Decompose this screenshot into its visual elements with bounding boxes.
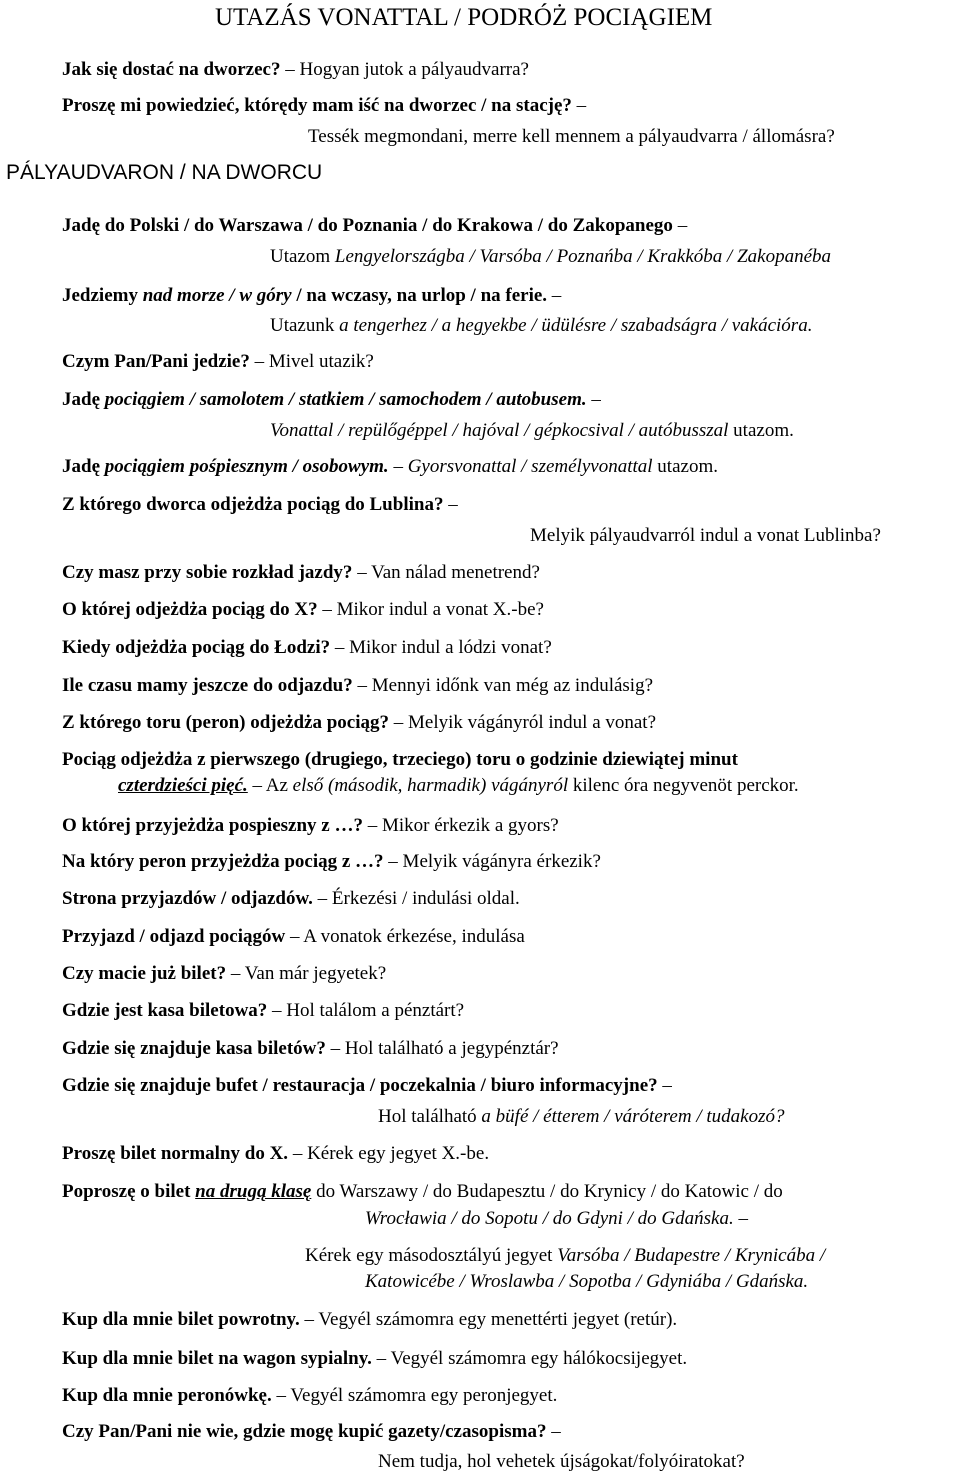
polish-phrase: Czy Pan/Pani nie wie, gdzie mogę kupić gazety/czasopisma? (62, 1421, 547, 1442)
polish-phrase: Kiedy odjeżdża pociąg do Łodzi? (62, 637, 331, 658)
hungarian-phrase: Vegyél számomra egy peronjegyet. (290, 1385, 558, 1406)
hungarian-phrase: Nem tudja, hol vehetek újságokat/folyóiratokat? (378, 1451, 745, 1472)
dash: – (252, 775, 263, 796)
dash: – (393, 456, 403, 477)
page-title: UTAZÁS VONATTAL / PODRÓŻ POCIĄGIEM (215, 4, 713, 31)
polish-phrase-italic: nad morze / w góry (142, 285, 292, 306)
hungarian-phrase: Hogyan jutok a pályaudvarra? (299, 59, 529, 80)
dash: – (393, 712, 404, 733)
polish-phrase: Jadę (62, 389, 100, 410)
polish-phrase: do Warszawy / do Budapesztu / do Krynicy / do Katowic / do (316, 1181, 783, 1202)
dash: – (304, 1309, 314, 1330)
phrase-line (62, 1420, 561, 1444)
dash: – (276, 1385, 286, 1406)
polish-phrase: / na wczasy, na urlop / na ferie. (296, 285, 548, 306)
dash: – (289, 926, 300, 947)
hungarian-phrase-italic: Lengyelországba / Varsóba / Poznańba / Krakkóba / Zakopanéba (334, 246, 832, 267)
phrase-line (305, 1244, 825, 1268)
phrase-line (62, 1308, 677, 1332)
hungarian-phrase: Vegyél számomra egy hálókocsijegyet. (390, 1348, 688, 1369)
polish-phrase: Kup dla mnie bilet powrotny. (62, 1309, 300, 1330)
phrase-line (62, 1384, 557, 1408)
dash: – (317, 888, 328, 909)
phrase-line (62, 214, 687, 238)
hungarian-phrase: Tessék megmondani, merre kell mennem a pályaudvarra / állomásra? (308, 126, 835, 147)
phrase-line (62, 388, 601, 412)
hungarian-phrase-italic: Katowicébe / Wroslawba / Sopotba / Gdyniába / Gdańska. (365, 1271, 809, 1292)
hungarian-phrase: Van nálad menetrend? (371, 562, 540, 583)
hungarian-phrase: Hol találom a pénztárt? (286, 1000, 465, 1021)
hungarian-phrase: Kérek egy másodosztályú jegyet (305, 1245, 553, 1266)
hungarian-phrase-italic: Gyorsvonattal / személyvonattal (407, 456, 653, 477)
dash: – (551, 1421, 561, 1442)
dash: – (330, 1038, 341, 1059)
hungarian-phrase-italic: Vonattal / repülőgéppel / hajóval / gépkocsival / autóbusszal (270, 420, 729, 441)
polish-phrase: Przyjazd / odjazd pociągów (62, 926, 286, 947)
dash: – (738, 1208, 748, 1229)
polish-phrase: O której odjeżdża pociąg do X? (62, 599, 318, 620)
polish-phrase: Na który peron przyjeżdża pociąg z …? (62, 851, 384, 872)
phrase-line (62, 1180, 783, 1204)
dash: – (292, 1143, 303, 1164)
dash: – (322, 599, 332, 620)
hungarian-phrase-italic: első (második, harmadik) vágányról (292, 775, 569, 796)
phrase-line (270, 245, 831, 269)
polish-phrase: O której przyjeżdża pospieszny z …? (62, 815, 363, 836)
polish-phrase: Poproszę o bilet (62, 1181, 191, 1202)
hungarian-phrase: utazom. (733, 420, 794, 441)
polish-phrase: Kup dla mnie bilet na wagon sypialny. (62, 1348, 372, 1369)
phrase-line (270, 314, 812, 338)
phrase-line (62, 561, 540, 585)
polish-phrase: Czy macie już bilet? (62, 963, 227, 984)
dash: – (576, 95, 587, 116)
polish-phrase: Strona przyjazdów / odjazdów. (62, 888, 313, 909)
dash: – (376, 1348, 387, 1369)
phrase-line (62, 748, 738, 772)
polish-phrase-italic: pociągiem / samolotem / statkiem / samochodem / autobusem. (104, 389, 587, 410)
dash: – (388, 851, 398, 872)
hungarian-phrase: Az (265, 775, 288, 796)
polish-phrase: Proszę bilet normalny do X. (62, 1143, 289, 1164)
polish-phrase: Kup dla mnie peronówkę. (62, 1385, 272, 1406)
phrase-line (62, 887, 520, 911)
polish-phrase-italic: Wrocławia / do Sopotu / do Gdyni / do Gdańska. (365, 1208, 734, 1229)
phrase-line (62, 284, 561, 308)
polish-phrase: Proszę mi powiedzieć, którędy mam iść na dworzec / na stację? (62, 95, 572, 116)
polish-phrase: Gdzie jest kasa biletowa? (62, 1000, 268, 1021)
polish-phrase: Czym Pan/Pani jedzie? (62, 351, 250, 372)
hungarian-phrase: A vonatok érkezése, indulása (303, 926, 525, 947)
hungarian-phrase-italic: a tengerhez / a hegyekbe / üdülésre / szabadságra / vakációra. (339, 315, 813, 336)
phrase-line (62, 1347, 687, 1371)
polish-phrase: Z którego toru (peron) odjeżdża pociąg? (62, 712, 390, 733)
dash: – (357, 562, 367, 583)
phrase-line (378, 1105, 784, 1129)
polish-phrase-italic: na drugą klasę (195, 1181, 312, 1202)
dash: – (285, 59, 295, 80)
polish-phrase: Pociąg odjeżdża z pierwszego (drugiego, trzeciego) toru o godzinie dziewiątej minut (62, 749, 738, 770)
dash: – (448, 494, 458, 515)
dash: – (230, 963, 241, 984)
polish-phrase-italic: czterdzieści pięć. (118, 775, 248, 796)
polish-phrase: Jadę do Polski / do Warszawa / do Poznania / do Krakowa / do Zakopanego (62, 215, 673, 236)
dash: – (662, 1075, 672, 1096)
hungarian-phrase: Kérek egy jegyet X.-be. (307, 1143, 490, 1164)
phrase-line (270, 419, 794, 443)
hungarian-phrase: Melyik pályaudvarról indul a vonat Lublinba? (530, 525, 881, 546)
dash: – (367, 815, 378, 836)
phrase-line (62, 814, 559, 838)
phrase-line (62, 1142, 489, 1166)
hungarian-phrase: Utazunk (270, 315, 335, 336)
hungarian-phrase-italic: a büfé / étterem / váróterem / tudakozó? (481, 1106, 785, 1127)
polish-phrase: Jadę (62, 456, 100, 477)
phrase-line (62, 1037, 559, 1061)
dash: – (551, 285, 562, 306)
dash: – (254, 351, 265, 372)
hungarian-phrase: Van már jegyetek? (244, 963, 387, 984)
polish-phrase: Jak się dostać na dworzec? (62, 59, 281, 80)
polish-phrase: Gdzie się znajduje kasa biletów? (62, 1038, 326, 1059)
hungarian-phrase: Utazom (270, 246, 331, 267)
phrase-line (62, 636, 552, 660)
polish-phrase: Gdzie się znajduje bufet / restauracja / poczekalnia / biuro informacyjne? (62, 1075, 658, 1096)
hungarian-phrase: kilenc óra negyvenöt perckor. (572, 775, 799, 796)
hungarian-phrase: Vegyél számomra egy menettérti jegyet (retúr). (318, 1309, 678, 1330)
phrase-line (62, 850, 601, 874)
hungarian-phrase-italic: Varsóba / Budapestre / Krynicába / (557, 1245, 826, 1266)
section-heading: PÁLYAUDVARON / NA DWORCU (6, 161, 323, 184)
phrase-line (62, 58, 529, 82)
hungarian-phrase: Hol található (378, 1106, 477, 1127)
phrase-line (62, 674, 653, 698)
dash: – (272, 1000, 282, 1021)
hungarian-phrase: Mennyi időnk van még az indulásig? (371, 675, 654, 696)
polish-phrase: Ile czasu mamy jeszcze do odjazdu? (62, 675, 353, 696)
hungarian-phrase: Mikor indul a vonat X.-be? (336, 599, 544, 620)
phrase-line (62, 493, 458, 517)
phrase-line (62, 925, 525, 949)
phrase-line (62, 455, 718, 479)
dash: – (357, 675, 368, 696)
phrase-line (62, 350, 374, 374)
polish-phrase: Z którego dworca odjeżdża pociąg do Lublina? (62, 494, 444, 515)
phrase-line (365, 1207, 748, 1231)
hungarian-phrase: Mivel utazik? (268, 351, 374, 372)
dash: – (677, 215, 688, 236)
hungarian-phrase: utazom. (657, 456, 718, 477)
dash: – (591, 389, 601, 410)
polish-phrase: Jedziemy (62, 285, 138, 306)
hungarian-phrase: Érkezési / indulási oldal. (331, 888, 520, 909)
dash: – (334, 637, 345, 658)
phrase-line (118, 774, 799, 798)
phrase-line (62, 711, 656, 735)
hungarian-phrase: Melyik vágányról indul a vonat? (408, 712, 657, 733)
hungarian-phrase: Melyik vágányra érkezik? (402, 851, 601, 872)
hungarian-phrase: Mikor indul a lódzi vonat? (349, 637, 552, 658)
phrase-line (62, 999, 464, 1023)
hungarian-phrase: Mikor érkezik a gyors? (381, 815, 559, 836)
phrase-line (62, 94, 586, 118)
phrase-line (62, 962, 386, 986)
polish-phrase-italic: pociągiem pośpiesznym / osobowym. (104, 456, 389, 477)
hungarian-phrase: Hol található a jegypénztár? (344, 1038, 559, 1059)
polish-phrase: Czy masz przy sobie rozkład jazdy? (62, 562, 353, 583)
phrase-line (62, 598, 544, 622)
phrase-line (62, 1074, 672, 1098)
